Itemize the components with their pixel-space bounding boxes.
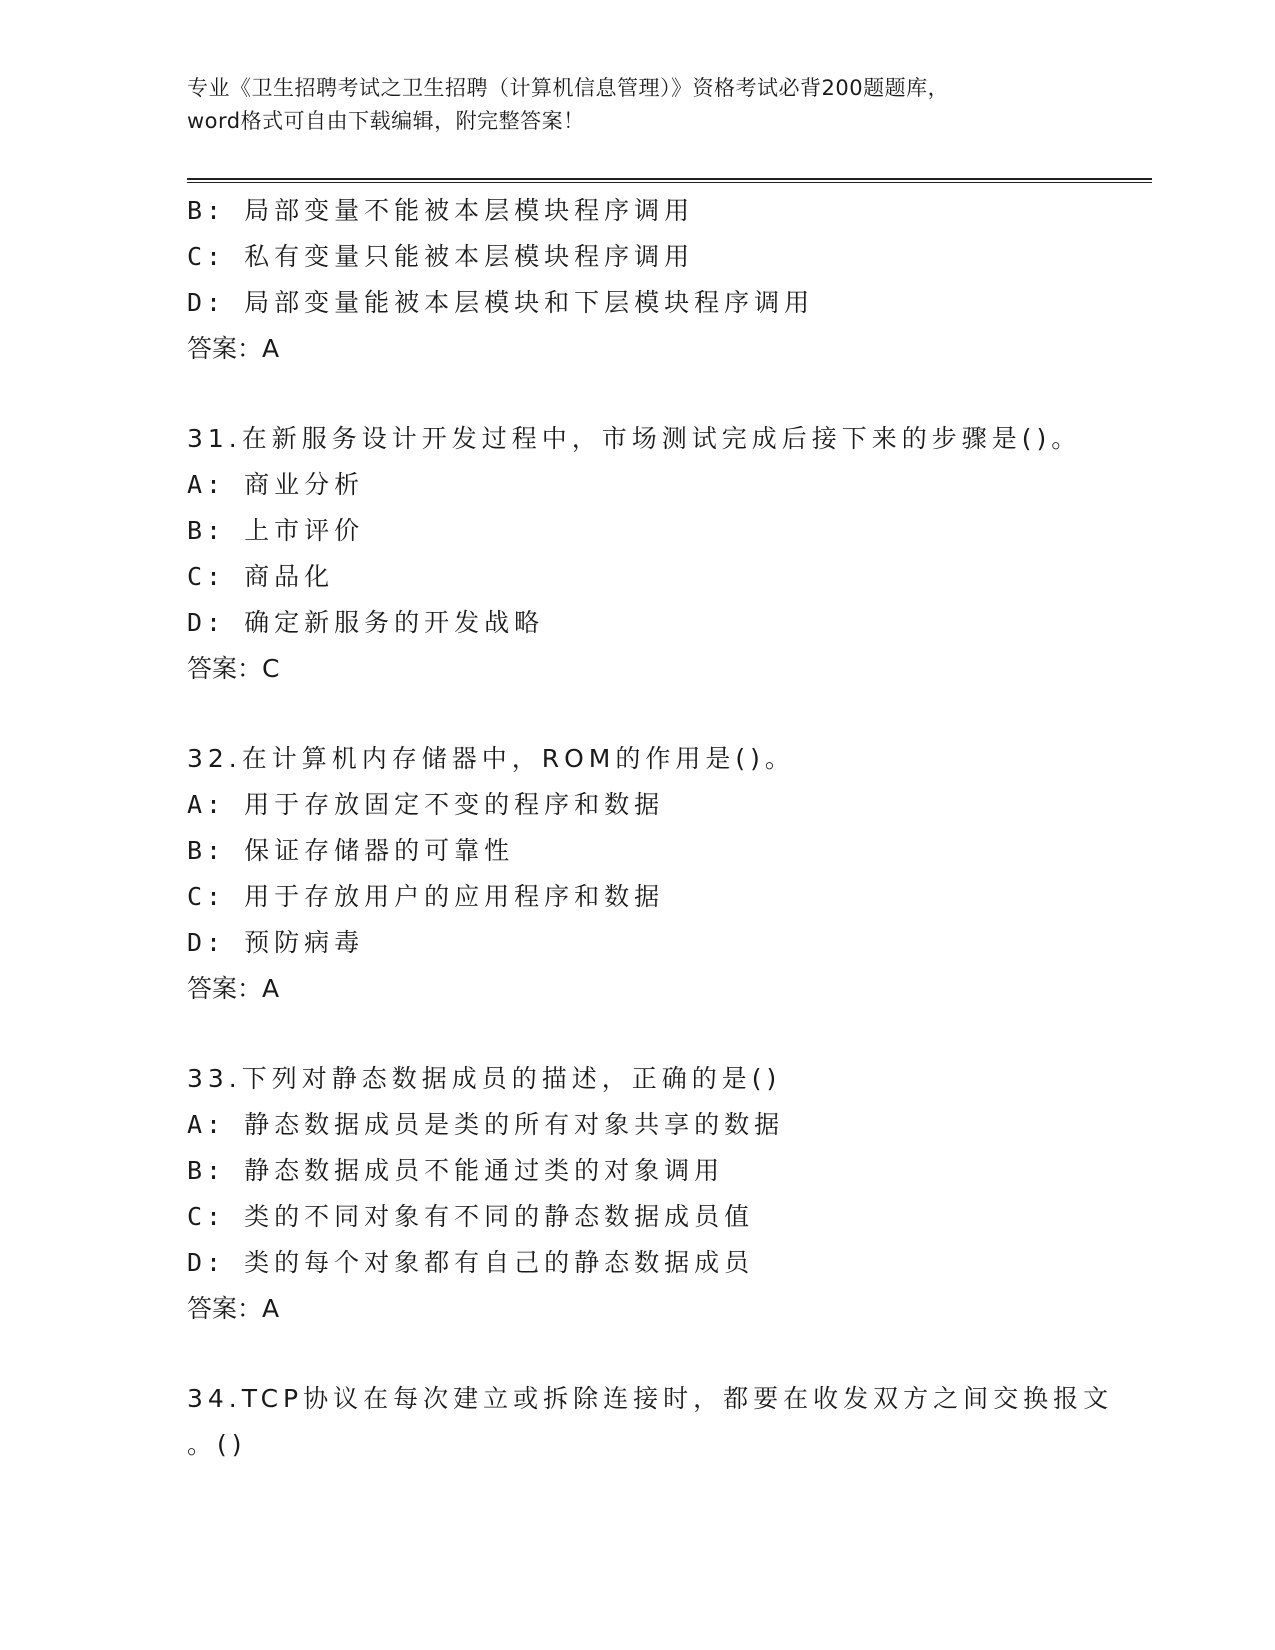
option-a: A: 用于存放固定不变的程序和数据 [187, 790, 665, 819]
document-header [187, 72, 1087, 138]
option-d: D: 预防病毒 [187, 928, 365, 957]
header-divider-thick [187, 178, 1152, 180]
question-30-continued [187, 188, 1147, 372]
answer-line: 答案：A [187, 334, 280, 363]
header-divider-thin [187, 182, 1152, 183]
question-34 [187, 1376, 1147, 1468]
question-31 [187, 416, 1147, 692]
option-c: C: 商品化 [187, 562, 335, 591]
option-a: A: 静态数据成员是类的所有对象共享的数据 [187, 1110, 785, 1139]
question-list [187, 188, 1147, 1468]
option-d: D: 局部变量能被本层模块和下层模块程序调用 [187, 288, 815, 317]
answer-line: 答案：C [187, 654, 280, 683]
option-d: D: 类的每个对象都有自己的静态数据成员 [187, 1248, 755, 1277]
option-c: C: 用于存放用户的应用程序和数据 [187, 882, 665, 911]
option-c: C: 私有变量只能被本层模块程序调用 [187, 242, 695, 271]
question-33 [187, 1056, 1147, 1332]
header-line-2: word格式可自由下载编辑，附完整答案！ [187, 109, 585, 133]
answer-line: 答案：A [187, 1294, 280, 1323]
question-stem-line-1: 34.TCP协议在每次建立或拆除连接时，都要在收发双方之间交换报文 [187, 1384, 1114, 1413]
question-stem: 32.在计算机内存储器中，ROM的作用是()。 [187, 744, 795, 773]
option-b: B: 静态数据成员不能通过类的对象调用 [187, 1156, 725, 1185]
option-b: B: 局部变量不能被本层模块程序调用 [187, 196, 695, 225]
option-d: D: 确定新服务的开发战略 [187, 608, 545, 637]
option-b: B: 上市评价 [187, 516, 365, 545]
header-line-1: 专业《卫生招聘考试之卫生招聘（计算机信息管理）》资格考试必背200题题库， [187, 76, 950, 100]
option-b: B: 保证存储器的可靠性 [187, 836, 515, 865]
question-stem: 33.下列对静态数据成员的描述，正确的是() [187, 1064, 782, 1093]
question-stem: 31.在新服务设计开发过程中，市场测试完成后接下来的步骤是()。 [187, 424, 1082, 453]
option-c: C: 类的不同对象有不同的静态数据成员值 [187, 1202, 755, 1231]
option-a: A: 商业分析 [187, 470, 365, 499]
question-32 [187, 736, 1147, 1012]
answer-line: 答案：A [187, 974, 280, 1003]
question-stem-line-2: 。() [187, 1430, 247, 1459]
